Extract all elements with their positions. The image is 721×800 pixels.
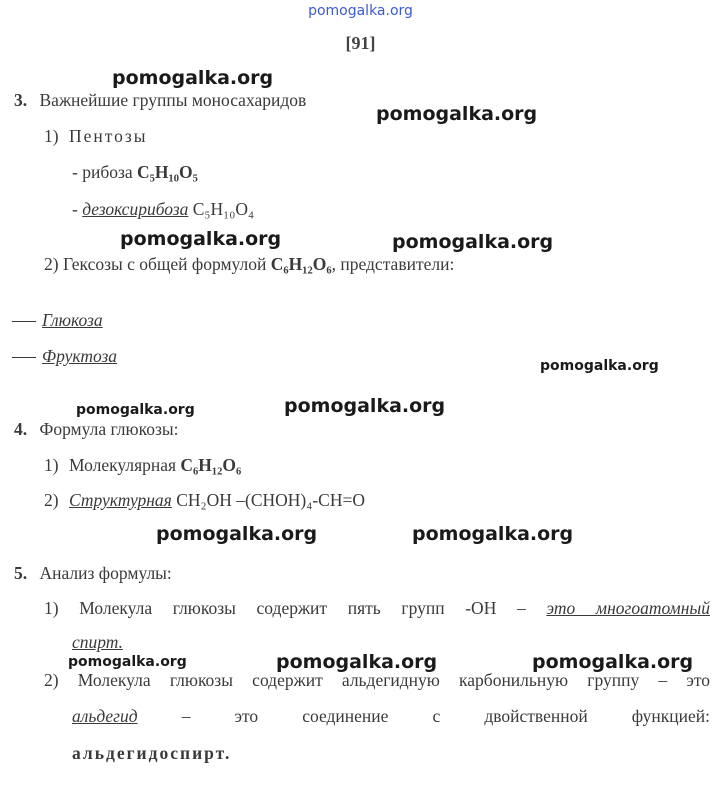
structural-formula: CH₂OH –(CHOH)₄-CH=O: [176, 490, 365, 510]
analysis-1-answer-cont: спирт.: [72, 632, 124, 652]
watermark: pomogalka.org: [412, 523, 574, 545]
section-3-number: 3.: [14, 90, 28, 110]
analysis-2-label: 2): [44, 670, 59, 690]
analysis-1-line: [44, 598, 710, 619]
section-3-title: Важнейшие группы моносахаридов: [39, 90, 307, 110]
analysis-2-line-2: [72, 706, 710, 727]
hexoses-formula: C₆H₁₂O₆: [270, 254, 332, 274]
molecular-formula: C₆H₁₂O₆: [180, 455, 242, 475]
hexoses-text-after: , представители:: [331, 254, 455, 274]
pentoses-line: [44, 126, 148, 147]
molecular-formula-line: [44, 455, 241, 476]
analysis-2-term: альдегид: [72, 706, 138, 726]
analysis-1-label: 1): [44, 598, 59, 618]
watermark: pomogalka.org: [276, 651, 438, 673]
watermark: pomogalka.org: [76, 402, 195, 418]
molecular-text: Молекулярная: [68, 455, 177, 475]
section-4-heading: [14, 419, 178, 440]
deoxyribose-formula: C₅H₁₀O₄: [192, 199, 255, 219]
analysis-1-answer: это многоатомный: [546, 598, 711, 618]
site-watermark-top: pomogalka.org: [308, 3, 413, 19]
hexoses-line: [44, 254, 454, 275]
analysis-2-text2: – это соединение с двойственной функцией:: [181, 706, 710, 726]
structural-term: Структурная: [68, 490, 172, 510]
watermark: pomogalka.org: [540, 358, 659, 374]
structural-formula-line: [44, 490, 365, 511]
watermark: pomogalka.org: [284, 395, 446, 417]
analysis-1-text: Молекула глюкозы содержит пять групп -OH –: [79, 598, 526, 618]
molecular-label: 1): [44, 455, 59, 475]
glucose-label: Глюкоза: [42, 310, 103, 330]
deoxyribose-name: дезоксирибоза: [82, 199, 189, 219]
watermark: pomogalka.org: [156, 523, 318, 545]
section-4-title: Формула глюкозы:: [39, 419, 179, 439]
analysis-2-text: Молекула глюкозы содержит альдегидную карбонильную группу – это: [77, 670, 711, 690]
dash-glucose: [12, 321, 36, 322]
hexoses-text: Гексозы с общей формулой: [62, 254, 267, 274]
fructose-item: [12, 346, 117, 367]
fructose-label: Фруктоза: [42, 346, 118, 366]
watermark: pomogalka.org: [376, 103, 538, 125]
deoxyribose-prefix: -: [72, 199, 78, 219]
ribose-prefix: - рибоза: [72, 162, 133, 182]
deoxyribose-line: [72, 199, 254, 220]
ribose-line: [72, 162, 198, 183]
section-5-number: 5.: [14, 563, 28, 583]
hexoses-label: 2): [44, 254, 59, 274]
watermark: pomogalka.org: [120, 228, 282, 250]
structural-label: 2): [44, 490, 59, 510]
section-3-heading: [14, 90, 306, 111]
analysis-2-line: [44, 670, 710, 691]
section-5-heading: [14, 563, 172, 584]
pentoses-title: Пентозы: [68, 126, 148, 146]
glucose-item: [12, 310, 103, 331]
watermark: pomogalka.org: [112, 67, 274, 89]
watermark: pomogalka.org: [68, 654, 187, 670]
watermark: pomogalka.org: [392, 231, 554, 253]
section-5-title: Анализ формулы:: [39, 563, 172, 583]
pentoses-label: 1): [44, 126, 59, 146]
analysis-2-conclusion: альдегидоспирт.: [72, 743, 232, 763]
ribose-formula: C₅H₁₀O₅: [137, 162, 198, 182]
watermark: pomogalka.org: [532, 651, 694, 673]
dash-fructose: [12, 357, 36, 358]
analysis-1-cont: [72, 632, 123, 653]
page-number: [91]: [345, 33, 376, 53]
section-4-number: 4.: [14, 419, 28, 439]
